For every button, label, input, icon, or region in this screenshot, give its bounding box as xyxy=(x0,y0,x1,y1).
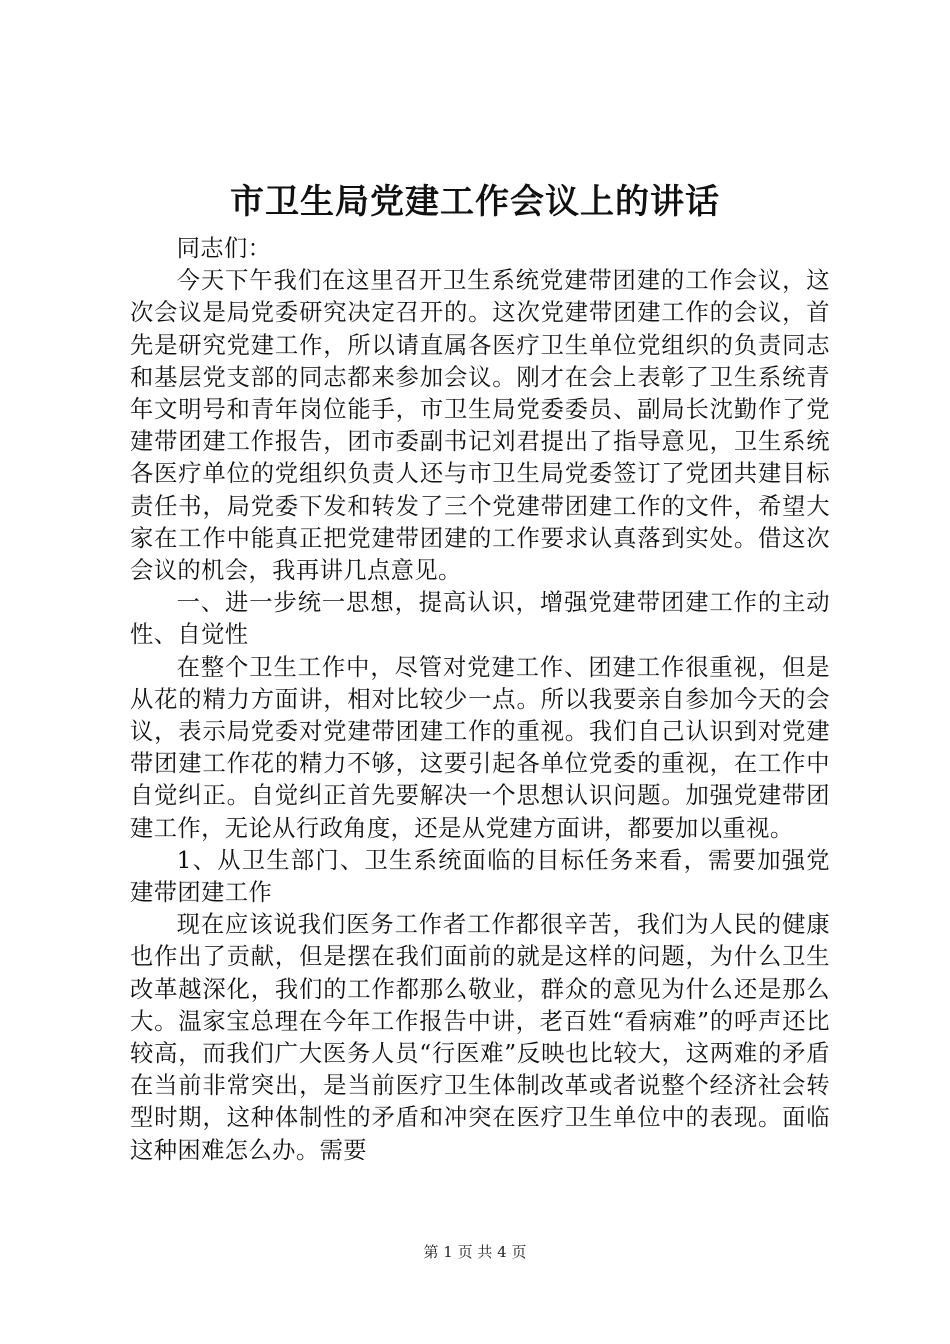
paragraph-section-1: 在整个卫生工作中，尽管对党建工作、团建工作很重视，但是从花的精力方面讲，相对比较少一点。所以我要亲自参加今天的会议，表示局党委对党建带团建工作的重视。我们自己认识到对党建带团建工作花的精力不够，这要引起各单位党委的重视，在工作中自觉纠正。自觉纠正首先要解决一个思想认识问题。加强党建带团建工作，无论从行政角度，还是从党建方面讲，都要加以重视。 xyxy=(130,653,830,842)
subsection-heading-1: 1、从卫生部门、卫生系统面临的目标任务来看，需要加强党建带团建工作 xyxy=(130,846,830,907)
document-body xyxy=(130,233,830,1167)
paragraph-intro: 今天下午我们在这里召开卫生系统党建带团建的工作会议，这次会议是局党委研究决定召开的。这次党建带团建工作的会议，首先是研究党建工作，所以请直属各医疗卫生单位党组织的负责同志和基层党支部的同志都来参加会议。刚才在会上表彰了卫生系统青年文明号和青年岗位能手，市卫生局党委委员、副局长沈勤作了党建带团建工作报告，团市委副书记刘君提出了指导意见，卫生系统各医疗单位的党组织负责人还与市卫生局党委签订了党团共建目标责任书，局党委下发和转发了三个党建带团建工作的文件，希望大家在工作中能真正把党建带团建的工作要求认真落到实处。借这次会议的机会，我再讲几点意见。 xyxy=(130,267,830,585)
page-footer: 第 1 页 共 4 页 xyxy=(423,1243,527,1261)
section-heading-1: 一、进一步统一思想，提高认识，增强党建带团建工作的主动性、自觉性 xyxy=(130,589,830,649)
document-title: 市卫生局党建工作会议上的讲话 xyxy=(230,182,720,222)
salutation: 同志们： xyxy=(176,235,272,262)
paragraph-subsection-1: 现在应该说我们医务工作者工作都很辛苦，我们为人民的健康也作出了贡献，但是摆在我们面前的就是这样的问题，为什么卫生改革越深化，我们的工作都那么敬业，群众的意见为什么还是那么大。温家宝总理在今年工作报告中讲，老百姓“看病难”的呼声还比较高，而我们广大医务人员“行医难”反映也比较大，这两难的矛盾在当前非常突出，是当前医疗卫生体制改革或者说整个经济社会转型时期，这种体制性的矛盾和冲突在医疗卫生单位中的表现。面临这种困难怎么办。需要 xyxy=(130,911,830,1164)
